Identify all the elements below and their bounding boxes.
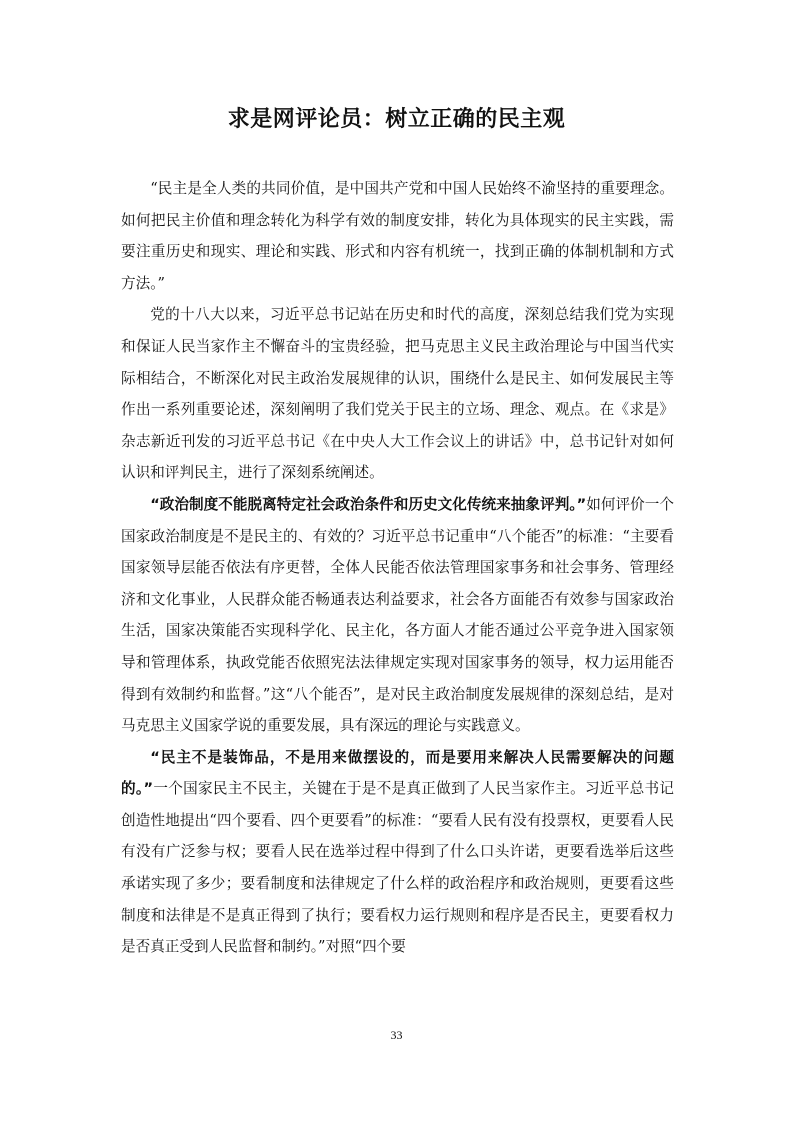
page-title: 求是网评论员：树立正确的民主观 [227, 107, 566, 132]
paragraph [121, 489, 674, 742]
paragraph-text: 一个国家民主不民主，关键在于是不是真正做到了人民当家作主。习近平总书记创造性地提出“四个要看、四个更要看”的标准：“要看人民有没有投票权，更要看人民有没有广泛参与权；要看人民在选举过程中得到了什么口头许诺，更要看选举后这些承诺实现了多少；要看制度和法律规定了什么样的政治程序和政治规则，更要看这些制度和法律是不是真正得到了执行；要看权力运行规则和程序是否民主，更要看权力是否真正受到人民监督和制约。”对照“四个要 [121, 780, 674, 956]
paragraph-lead-bold: “民主不是装饰品，不是用来做摆设的，而是要用来解决人民需要解决的问题的。” [121, 748, 674, 798]
paragraph-text: 党的十八大以来，习近平总书记站在历史和时代的高度，深刻总结我们党为实现和保证人民当家作主不懈奋斗的宝贵经验，把马克思主义民主政治理论与中国当代实际相结合，不断深化对民主政治发展规律的认识，围绕什么是民主、如何发展民主等作出一系列重要论述，深刻阐明了我们党关于民主的立场、理念、观点。在《求是》杂志新近刊发的习近平总书记《在中央人大工作会议上的讲话》中，总书记针对如何认识和评判民主，进行了深刻系统阐述。 [121, 306, 674, 482]
paragraph-text: “民主是全人类的共同价值，是中国共产党和中国人民始终不渝坚持的重要理念。如何把民主价值和理念转化为科学有效的制度安排，转化为具体现实的民主实践，需要注重历史和现实、理论和实践、形式和内容有机统一，找到正确的体制机制和方式方法。” [121, 180, 674, 292]
paragraph-lead-bold: “政治制度不能脱离特定社会政治条件和历史文化传统来抽象评判。” [150, 495, 587, 513]
paragraph-text: 如何评价一个国家政治制度是不是民主的、有效的？习近平总书记重申“八个能否”的标准：“主要看国家领导层能否依法有序更替，全体人民能否依法管理国家事务和社会事务、管理经济和文化事业，人民群众能否畅通表达利益要求，社会各方面能否有效参与国家政治生活，国家决策能否实现科学化、民主化，各方面人才能否通过公平竞争进入国家领导和管理体系，执政党能否依照宪法法律规定实现对国家事务的领导，权力运用能否得到有效制约和监督。”这“八个能否”，是对民主政治制度发展规律的深刻总结，是对马克思主义国家学说的重要发展，具有深远的理论与实践意义。 [121, 495, 674, 735]
paragraph [121, 173, 674, 299]
paragraph [121, 742, 674, 963]
page-number: 33 [390, 1028, 403, 1042]
paragraph [121, 299, 674, 489]
article-body [121, 173, 674, 963]
